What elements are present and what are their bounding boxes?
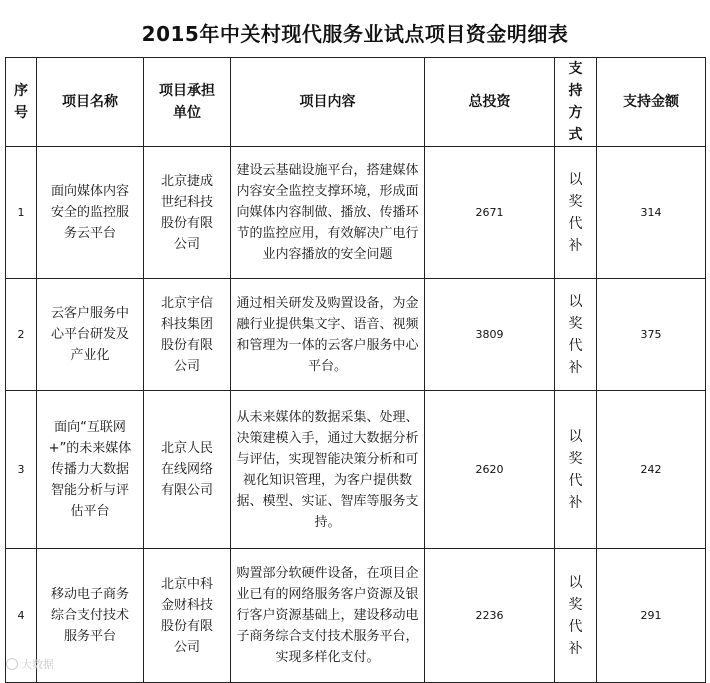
row-amount: 291 [597, 549, 706, 683]
row-seq: 4 [6, 549, 37, 683]
row-method: 以奖代补 [555, 147, 597, 279]
row-project-name: 面向媒体内容安全的监控服务云平台 [37, 147, 144, 279]
header-seq: 序号 [6, 58, 37, 147]
header-unit: 项目承担单位 [144, 58, 231, 147]
row-amount: 314 [597, 147, 706, 279]
row-seq: 2 [6, 279, 37, 391]
header-total: 总投资 [425, 58, 555, 147]
row-method: 以奖代补 [555, 391, 597, 549]
row-content: 通过相关研发及购置设备，为金融行业提供集文字、语音、视频和管理为一体的云客户服务中心平台。 [231, 279, 425, 391]
row-total: 3809 [425, 279, 555, 391]
row-total: 2236 [425, 549, 555, 683]
funding-table [5, 57, 706, 683]
header-content: 项目内容 [231, 58, 425, 147]
row-method: 以奖代补 [555, 549, 597, 683]
header-row [6, 58, 706, 147]
header-method: 支持方式 [555, 58, 597, 147]
table-row [6, 147, 706, 279]
row-amount: 375 [597, 279, 706, 391]
row-content: 从未来媒体的数据采集、处理、决策建模入手，通过大数据分析与评估，实现智能决策分析和可视化知识管理，为客户提供数据、模型、实证、智库等服务支持。 [231, 391, 425, 549]
row-content: 建设云基础设施平台，搭建媒体内容安全监控支撑环境，形成面向媒体内容制做、播放、传播环节的监控应用，有效解决广电行业内容播放的安全问题 [231, 147, 425, 279]
row-method: 以奖代补 [555, 279, 597, 391]
row-project-name: 面向“互联网+”的未来媒体传播力大数据智能分析与评估平台 [37, 391, 144, 549]
row-seq: 1 [6, 147, 37, 279]
row-unit: 北京宇信科技集团股份有限公司 [144, 279, 231, 391]
table-row [6, 391, 706, 549]
row-unit: 北京捷成世纪科技股份有限公司 [144, 147, 231, 279]
row-project-name: 移动电子商务综合支付技术服务平台 [37, 549, 144, 683]
watermark-logo-icon [6, 658, 18, 670]
table-row [6, 279, 706, 391]
header-amount: 支持金额 [597, 58, 706, 147]
row-amount: 242 [597, 391, 706, 549]
row-total: 2671 [425, 147, 555, 279]
watermark-text: 大数据 [21, 658, 54, 671]
page-title: 2015年中关村现代服务业试点项目资金明细表 [141, 22, 569, 46]
row-project-name: 云客户服务中心平台研发及产业化 [37, 279, 144, 391]
row-seq: 3 [6, 391, 37, 549]
table-row [6, 549, 706, 683]
row-unit: 北京人民在线网络有限公司 [144, 391, 231, 549]
row-total: 2620 [425, 391, 555, 549]
row-unit: 北京中科金财科技股份有限公司 [144, 549, 231, 683]
header-name: 项目名称 [37, 58, 144, 147]
row-content: 购置部分软硬件设备，在项目企业已有的网络服务客户资源及银行客户资源基础上，建设移动电子商务综合支付技术服务平台，实现多样化支付。 [231, 549, 425, 683]
watermark [6, 656, 54, 672]
